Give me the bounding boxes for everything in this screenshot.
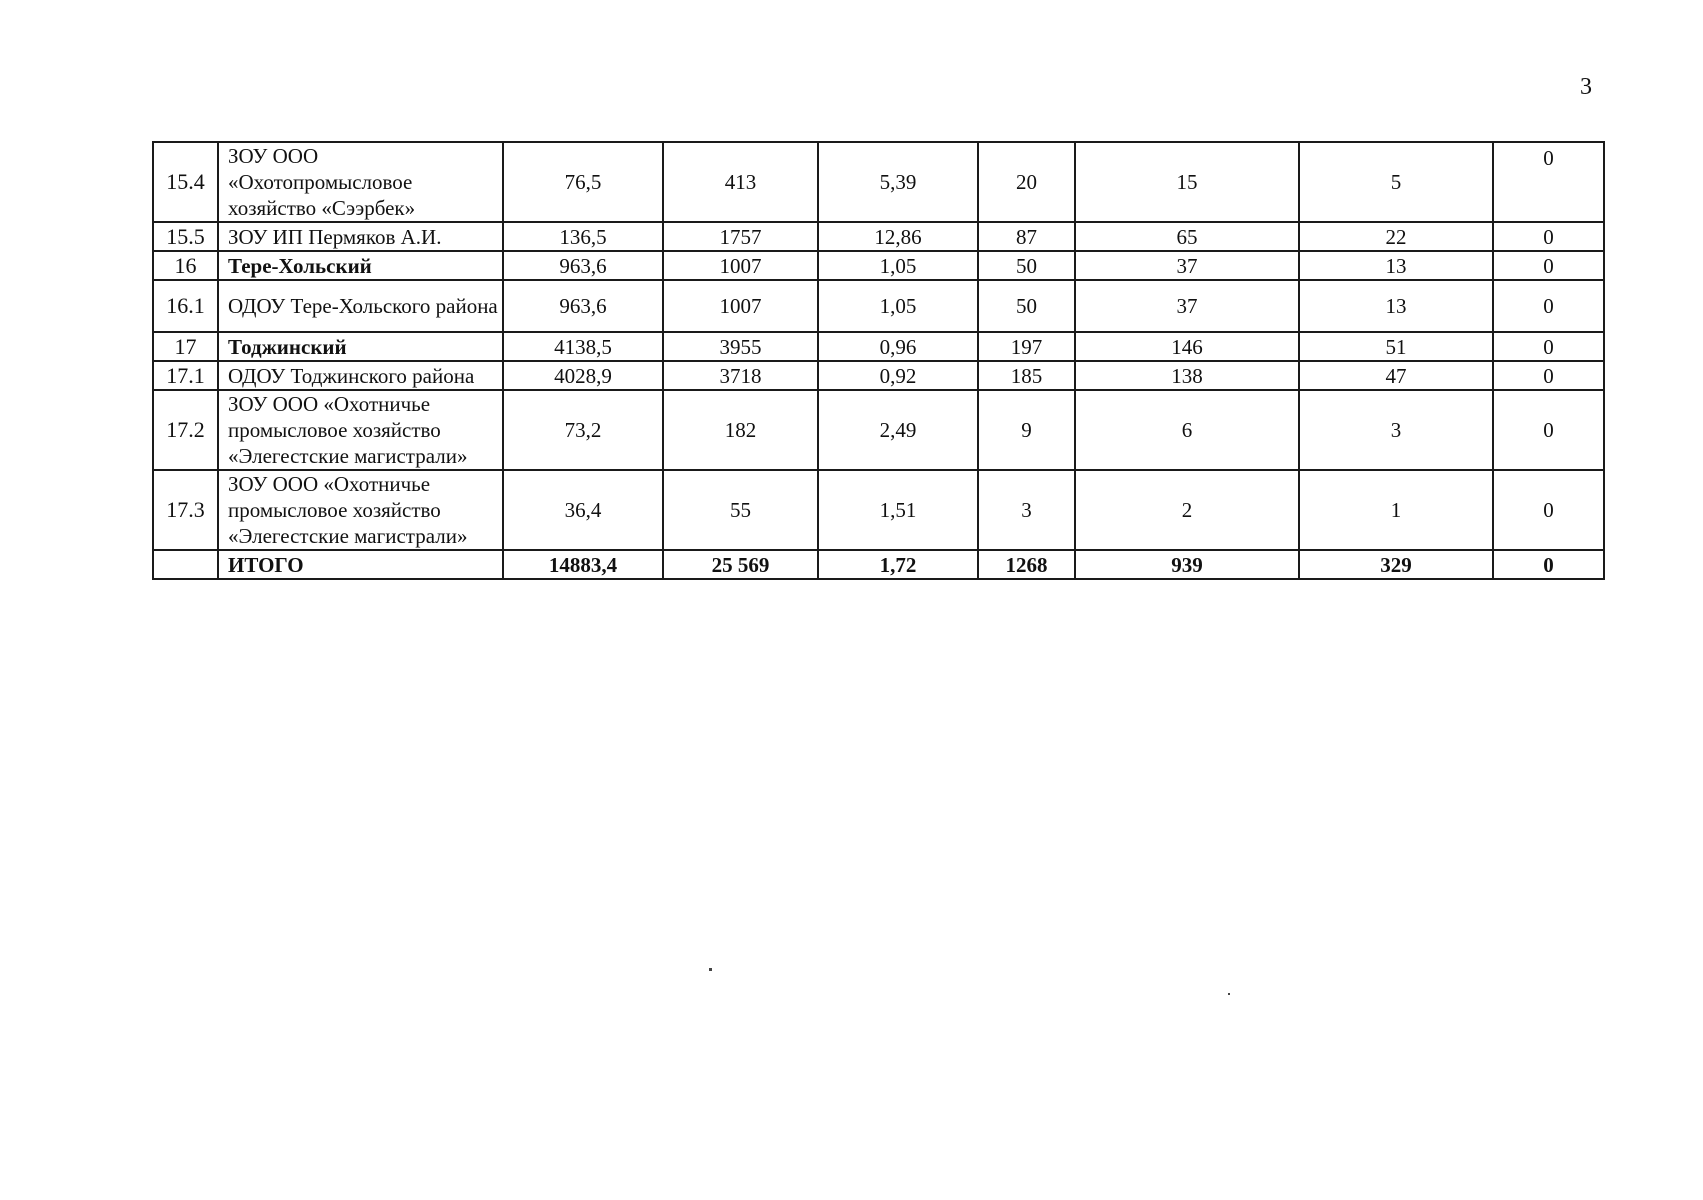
row-value: 0 (1493, 280, 1604, 332)
row-value: 0 (1493, 251, 1604, 280)
data-table (152, 141, 1605, 580)
row-value: 4138,5 (503, 332, 663, 361)
total-number (153, 550, 218, 579)
row-value: 0 (1493, 142, 1604, 222)
row-value: 47 (1299, 361, 1493, 390)
scan-speck (1228, 993, 1230, 995)
row-number: 16 (153, 251, 218, 280)
row-value: 65 (1075, 222, 1299, 251)
row-value: 0 (1493, 332, 1604, 361)
row-value: 1 (1299, 470, 1493, 550)
row-value: 146 (1075, 332, 1299, 361)
row-value: 1,05 (818, 280, 978, 332)
table-row (153, 332, 1604, 361)
row-value: 963,6 (503, 280, 663, 332)
row-value: 55 (663, 470, 818, 550)
row-number: 16.1 (153, 280, 218, 332)
table-row (153, 280, 1604, 332)
row-value: 37 (1075, 280, 1299, 332)
row-value: 182 (663, 390, 818, 470)
row-value: 4028,9 (503, 361, 663, 390)
row-number: 17.2 (153, 390, 218, 470)
row-number: 17.1 (153, 361, 218, 390)
row-value: 0,92 (818, 361, 978, 390)
row-name: ЗОУ ООО «Охотничье промысловое хозяйство «Элегестские магистрали» (218, 390, 503, 470)
total-value: 329 (1299, 550, 1493, 579)
row-number: 17.3 (153, 470, 218, 550)
row-value: 138 (1075, 361, 1299, 390)
row-value: 73,2 (503, 390, 663, 470)
page-number: 3 (1580, 74, 1592, 100)
row-value: 9 (978, 390, 1075, 470)
total-value: 1268 (978, 550, 1075, 579)
row-value: 50 (978, 280, 1075, 332)
row-name: ЗОУ ООО «Охотничье промысловое хозяйство «Элегестские магистрали» (218, 470, 503, 550)
table-row (153, 361, 1604, 390)
total-value: 14883,4 (503, 550, 663, 579)
row-name: ЗОУ ИП Пермяков А.И. (218, 222, 503, 251)
total-value: 939 (1075, 550, 1299, 579)
row-value: 12,86 (818, 222, 978, 251)
row-number: 17 (153, 332, 218, 361)
row-name: ОДОУ Тере-Хольского района (218, 280, 503, 332)
row-name: ОДОУ Тоджинского района (218, 361, 503, 390)
row-name: Тере-Хольский (218, 251, 503, 280)
row-value: 2,49 (818, 390, 978, 470)
row-value: 0 (1493, 361, 1604, 390)
table-row (153, 470, 1604, 550)
total-value: 25 569 (663, 550, 818, 579)
row-value: 22 (1299, 222, 1493, 251)
table-row (153, 142, 1604, 222)
row-value: 15 (1075, 142, 1299, 222)
row-value: 6 (1075, 390, 1299, 470)
row-value: 963,6 (503, 251, 663, 280)
row-number: 15.5 (153, 222, 218, 251)
total-row (153, 550, 1604, 579)
row-value: 20 (978, 142, 1075, 222)
row-value: 36,4 (503, 470, 663, 550)
row-value: 13 (1299, 251, 1493, 280)
row-value: 0 (1493, 470, 1604, 550)
total-value: 1,72 (818, 550, 978, 579)
total-value: 0 (1493, 550, 1604, 579)
row-value: 37 (1075, 251, 1299, 280)
row-value: 185 (978, 361, 1075, 390)
row-value: 1757 (663, 222, 818, 251)
row-value: 1,05 (818, 251, 978, 280)
row-value: 413 (663, 142, 818, 222)
row-value: 197 (978, 332, 1075, 361)
row-value: 13 (1299, 280, 1493, 332)
row-value: 1007 (663, 280, 818, 332)
row-value: 136,5 (503, 222, 663, 251)
row-value: 5 (1299, 142, 1493, 222)
row-value: 1007 (663, 251, 818, 280)
row-value: 3955 (663, 332, 818, 361)
row-name: ЗОУ ООО «Охотопромысловое хозяйство «Сээрбек» (218, 142, 503, 222)
row-value: 3718 (663, 361, 818, 390)
row-value: 3 (978, 470, 1075, 550)
row-value: 51 (1299, 332, 1493, 361)
row-value: 2 (1075, 470, 1299, 550)
row-value: 5,39 (818, 142, 978, 222)
scan-speck (709, 968, 712, 971)
row-value: 87 (978, 222, 1075, 251)
row-name: Тоджинский (218, 332, 503, 361)
row-value: 1,51 (818, 470, 978, 550)
row-value: 0,96 (818, 332, 978, 361)
row-value: 0 (1493, 222, 1604, 251)
row-value: 0 (1493, 390, 1604, 470)
row-value: 76,5 (503, 142, 663, 222)
row-value: 50 (978, 251, 1075, 280)
table-row (153, 222, 1604, 251)
table-row (153, 251, 1604, 280)
table-row (153, 390, 1604, 470)
row-number: 15.4 (153, 142, 218, 222)
total-label: ИТОГО (218, 550, 503, 579)
row-value: 3 (1299, 390, 1493, 470)
